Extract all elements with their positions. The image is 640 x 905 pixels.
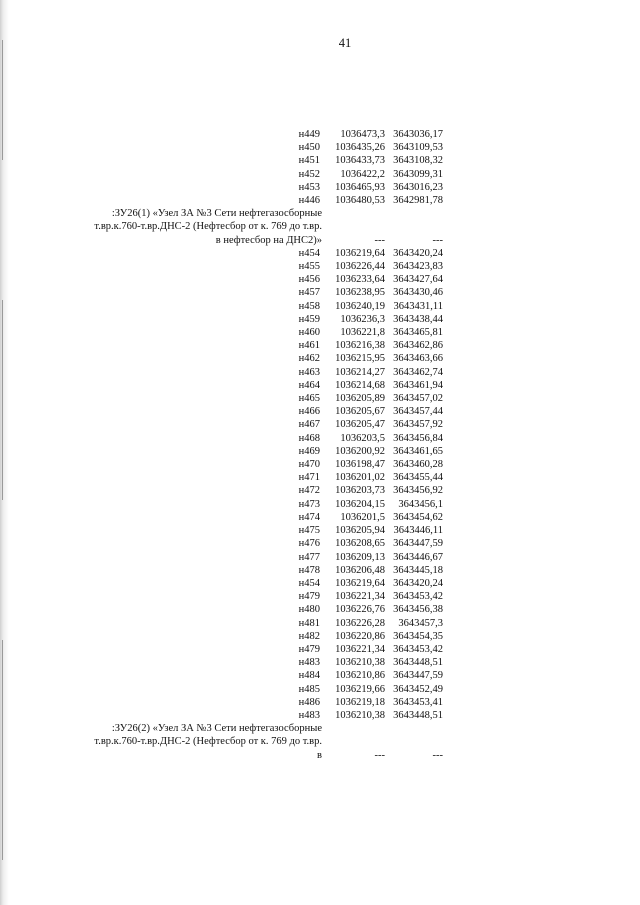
section-title: :ЗУ26(1) «Узел ЗА №3 Сети нефтегазосборные т.вр.к.760-т.вр.ДНС-2 (Нефтесбор от к. 769 до т.вр. в нефтесбор на ДНС2)» [94,208,322,246]
x-coordinate: 1036206,48 [335,564,385,576]
coordinate-row [88,181,443,194]
coordinate-row [88,498,443,511]
scan-edge-mark [2,300,3,500]
x-coordinate: 1036208,65 [335,538,385,550]
point-id: н474 [298,511,320,523]
y-coordinate: 3643456,84 [393,432,443,444]
coordinate-row [88,445,443,458]
point-id: н464 [298,379,320,391]
x-coordinate: 1036435,26 [335,142,385,154]
x-coordinate: 1036215,95 [335,353,385,365]
page-number: 41 [338,36,352,50]
coordinates-table-body [88,128,443,762]
point-id: н456 [298,274,320,286]
point-id: н449 [298,129,320,140]
y-coordinate: 3643036,17 [393,129,443,140]
x-coordinate: 1036204,15 [335,498,385,510]
point-id: н458 [298,300,320,312]
coordinate-row [88,154,443,167]
y-coordinate: 3643016,23 [393,181,443,193]
y-coordinate: 3643099,31 [393,168,443,180]
point-id: н470 [298,459,320,471]
coordinate-row [88,194,443,207]
y-coordinate: 3643446,11 [393,525,443,537]
point-id: н459 [298,313,320,325]
coordinate-row [88,300,443,313]
x-coordinate: 1036219,18 [335,696,385,708]
y-coordinate: 3643447,59 [393,670,443,682]
y-coordinate: 3643457,3 [398,617,443,629]
coordinate-row [88,511,443,524]
coordinate-row [88,260,443,273]
point-id: н452 [298,168,320,180]
y-coordinate: 3643431,11 [393,300,443,312]
x-coordinate: 1036201,5 [340,511,385,523]
point-id: н450 [298,142,320,154]
section-header-row [88,207,443,247]
coordinate-row [88,128,443,141]
point-id: н484 [298,670,320,682]
coordinate-row [88,326,443,339]
y-coordinate: 3643462,74 [393,366,443,378]
coordinate-row [88,669,443,682]
coordinate-row [88,313,443,326]
coordinate-row [88,537,443,550]
coordinate-row [88,551,443,564]
x-coordinate: 1036236,3 [340,313,385,325]
y-coordinate: 3643455,44 [393,472,443,484]
coordinate-row [88,418,443,431]
point-id: н481 [298,617,320,629]
coordinate-row [88,590,443,603]
point-id: н469 [298,445,320,457]
section-y-dash: --- [432,234,443,246]
coordinate-row [88,286,443,299]
coordinate-row [88,524,443,537]
point-id: н455 [298,261,320,273]
x-coordinate: 1036200,92 [335,445,385,457]
y-coordinate: 3643453,42 [393,643,443,655]
y-coordinate: 3643456,38 [393,604,443,616]
coordinate-row [88,617,443,630]
x-coordinate: 1036238,95 [335,287,385,299]
point-id: н457 [298,287,320,299]
scan-edge [0,0,9,905]
x-coordinate: 1036465,93 [335,181,385,193]
point-id: н483 [298,709,320,721]
y-coordinate: 3643453,41 [393,696,443,708]
x-coordinate: 1036219,64 [335,247,385,259]
point-id: н461 [298,340,320,352]
x-coordinate: 1036220,86 [335,630,385,642]
y-coordinate: 3643453,42 [393,591,443,603]
coordinate-row [88,273,443,286]
y-coordinate: 3643456,1 [398,498,443,510]
point-id: н480 [298,604,320,616]
y-coordinate: 3643461,94 [393,379,443,391]
y-coordinate: 3643452,49 [393,683,443,695]
coordinate-row [88,339,443,352]
x-coordinate: 1036219,66 [335,683,385,695]
point-id: н478 [298,564,320,576]
y-coordinate: 3643108,32 [393,155,443,167]
x-coordinate: 1036203,73 [335,485,385,497]
y-coordinate: 3643461,65 [393,445,443,457]
coordinate-row [88,379,443,392]
point-id: н467 [298,419,320,431]
y-coordinate: 3643448,51 [393,657,443,669]
scan-edge-mark [2,40,3,160]
y-coordinate: 3643446,67 [393,551,443,563]
coordinate-row [88,656,443,669]
point-id: н473 [298,498,320,510]
y-coordinate: 3642981,78 [393,195,443,207]
x-coordinate: 1036233,64 [335,274,385,286]
y-coordinate: 3643460,28 [393,459,443,471]
point-id: н486 [298,696,320,708]
x-coordinate: 1036214,68 [335,379,385,391]
point-id: н460 [298,327,320,339]
point-id: н471 [298,472,320,484]
coordinate-row [88,709,443,722]
y-coordinate: 3643465,81 [393,327,443,339]
coordinate-row [88,168,443,181]
coordinate-row [88,643,443,656]
coordinate-row [88,603,443,616]
point-id: н462 [298,353,320,365]
x-coordinate: 1036210,38 [335,709,385,721]
coordinate-row [88,247,443,260]
x-coordinate: 1036221,34 [335,643,385,655]
coordinate-row [88,696,443,709]
y-coordinate: 3643447,59 [393,538,443,550]
x-coordinate: 1036219,64 [335,577,385,589]
point-id: н483 [298,657,320,669]
coordinate-row [88,577,443,590]
x-coordinate: 1036205,47 [335,419,385,431]
coordinate-row [88,564,443,577]
point-id: н465 [298,393,320,405]
x-coordinate: 1036210,38 [335,657,385,669]
x-coordinate: 1036226,76 [335,604,385,616]
y-coordinate: 3643420,24 [393,247,443,259]
point-id: н479 [298,643,320,655]
y-coordinate: 3643463,66 [393,353,443,365]
y-coordinate: 3643454,35 [393,630,443,642]
point-id: н472 [298,485,320,497]
x-coordinate: 1036201,02 [335,472,385,484]
coordinate-row [88,432,443,445]
point-id: н451 [298,155,320,167]
x-coordinate: 1036210,86 [335,670,385,682]
y-coordinate: 3643448,51 [393,709,443,721]
point-id: н475 [298,525,320,537]
point-id: н476 [298,538,320,550]
x-coordinate: 1036216,38 [335,340,385,352]
coordinate-row [88,458,443,471]
coordinate-row [88,366,443,379]
x-coordinate: 1036209,13 [335,551,385,563]
coordinate-row [88,352,443,365]
y-coordinate: 3643438,44 [393,313,443,325]
point-id: н468 [298,432,320,444]
x-coordinate: 1036226,44 [335,261,385,273]
coordinate-row [88,471,443,484]
x-coordinate: 1036433,73 [335,155,385,167]
x-coordinate: 1036205,94 [335,525,385,537]
section-x-dash: --- [374,749,385,761]
y-coordinate: 3643457,44 [393,406,443,418]
coordinate-row [88,141,443,154]
coordinates-table [88,128,443,762]
section-header-row [88,722,443,762]
coordinate-row [88,392,443,405]
x-coordinate: 1036221,34 [335,591,385,603]
coordinate-row [88,683,443,696]
y-coordinate: 3643430,46 [393,287,443,299]
point-id: н454 [298,577,320,589]
x-coordinate: 1036198,47 [335,459,385,471]
x-coordinate: 1036226,28 [335,617,385,629]
x-coordinate: 1036240,19 [335,300,385,312]
y-coordinate: 3643454,62 [393,511,443,523]
x-coordinate: 1036480,53 [335,195,385,207]
y-coordinate: 3643427,64 [393,274,443,286]
x-coordinate: 1036473,3 [340,129,385,140]
scan-edge-mark [2,640,3,860]
point-id: н485 [298,683,320,695]
y-coordinate: 3643109,53 [393,142,443,154]
y-coordinate: 3643456,92 [393,485,443,497]
point-id: н482 [298,630,320,642]
y-coordinate: 3643457,92 [393,419,443,431]
point-id: н477 [298,551,320,563]
coordinate-row [88,484,443,497]
coordinate-row [88,405,443,418]
x-coordinate: 1036205,67 [335,406,385,418]
y-coordinate: 3643445,18 [393,564,443,576]
coordinate-row [88,630,443,643]
x-coordinate: 1036422,2 [340,168,385,180]
point-id: н466 [298,406,320,418]
x-coordinate: 1036205,89 [335,393,385,405]
y-coordinate: 3643423,83 [393,261,443,273]
x-coordinate: 1036203,5 [340,432,385,444]
section-y-dash: --- [432,749,443,761]
x-coordinate: 1036221,8 [340,327,385,339]
section-title: :ЗУ26(2) «Узел ЗА №3 Сети нефтегазосборные т.вр.к.760-т.вр.ДНС-2 (Нефтесбор от к. 769 до т.вр. в [94,723,322,761]
section-x-dash: --- [374,234,385,246]
point-id: н454 [298,247,320,259]
y-coordinate: 3643457,02 [393,393,443,405]
point-id: н453 [298,181,320,193]
x-coordinate: 1036214,27 [335,366,385,378]
point-id: н446 [298,195,320,207]
point-id: н479 [298,591,320,603]
point-id: н463 [298,366,320,378]
y-coordinate: 3643420,24 [393,577,443,589]
y-coordinate: 3643462,86 [393,340,443,352]
